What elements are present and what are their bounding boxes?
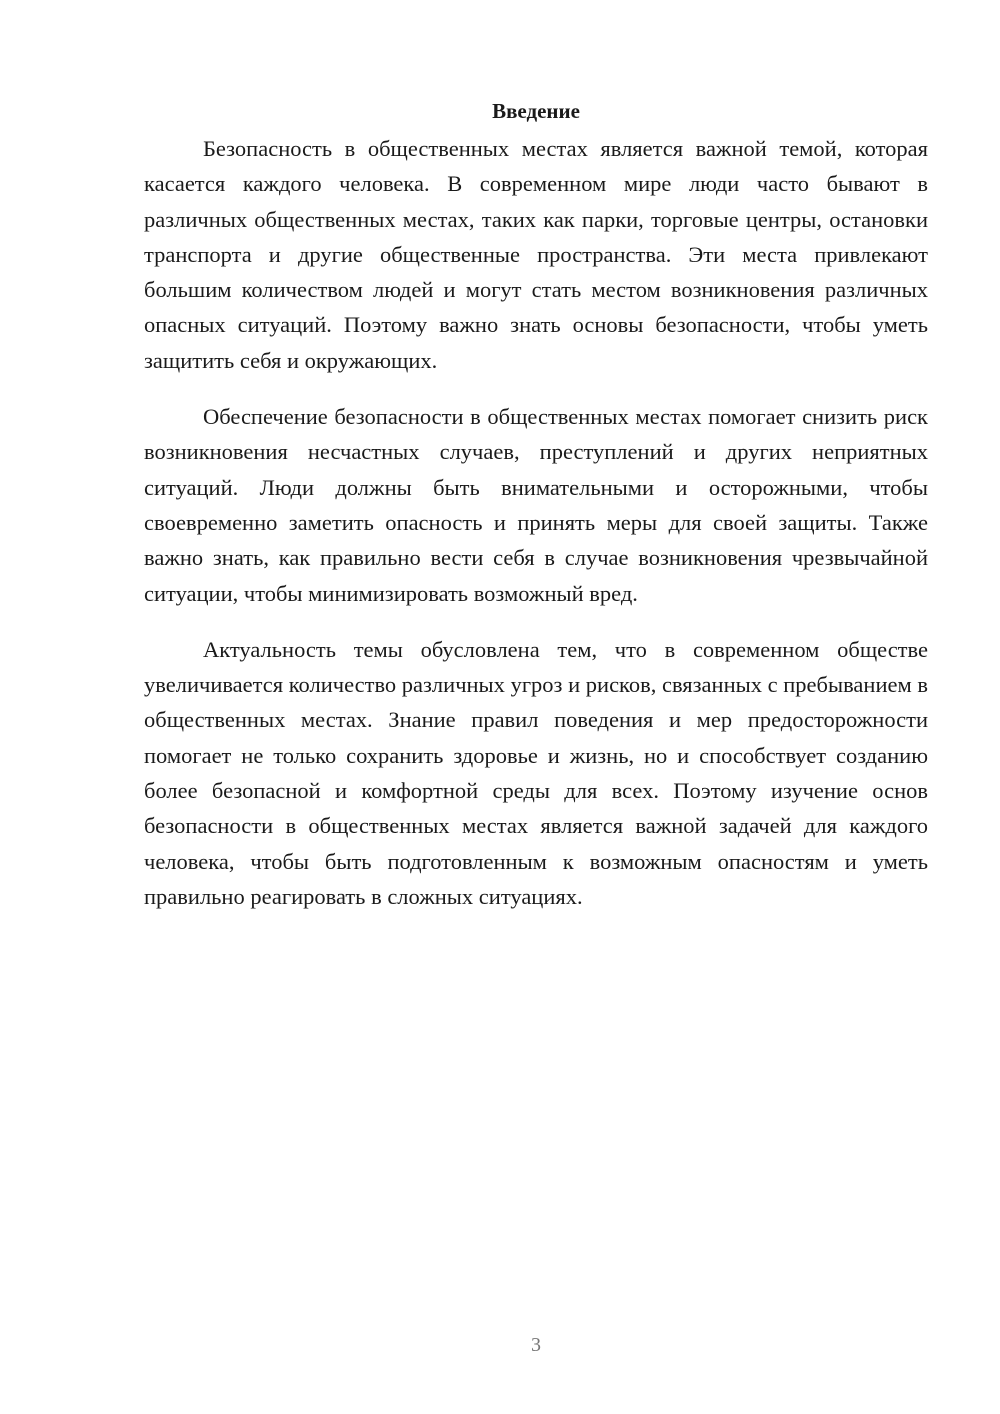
paragraph-1: Безопасность в общественных местах является важной темой, которая касается каждого человека. В современном мире люди часто бывают в различных общественных местах, таких как парки, торговые центры, остановки транспорта и другие общественные пространства. Эти места привлекают большим количеством людей и могут стать местом возникновения различных опасных ситуаций. Поэтому важно знать основы безопасности, чтобы уметь защитить себя и окружающих. [144,136,928,373]
paragraph-2: Обеспечение безопасности в общественных местах помогает снизить риск возникновения несчастных случаев, преступлений и других неприятных ситуаций. Люди должны быть внимательными и осторожными, чтобы своевременно заметить опасность и принять меры для своей защиты. Также важно знать, как правильно вести себя в случае возникновения чрезвычайной ситуации, чтобы минимизировать возможный вред. [144,404,928,606]
paragraph-3: Актуальность темы обусловлена тем, что в современном обществе увеличивается количество различных угроз и рисков, связанных с пребыванием в общественных местах. Знание правил поведения и мер предосторожности помогает не только сохранить здоровье и жизнь, но и способствует созданию более безопасной и комфортной среды для всех. Поэтому изучение основ безопасности в общественных местах является важной задачей для каждого человека, чтобы быть подготовленным к возможным опасностям и уметь правильно реагировать в сложных ситуациях. [144,636,928,909]
page-number: 3 [531,1334,541,1356]
section-heading: Введение [492,99,580,123]
page-content [144,96,928,935]
